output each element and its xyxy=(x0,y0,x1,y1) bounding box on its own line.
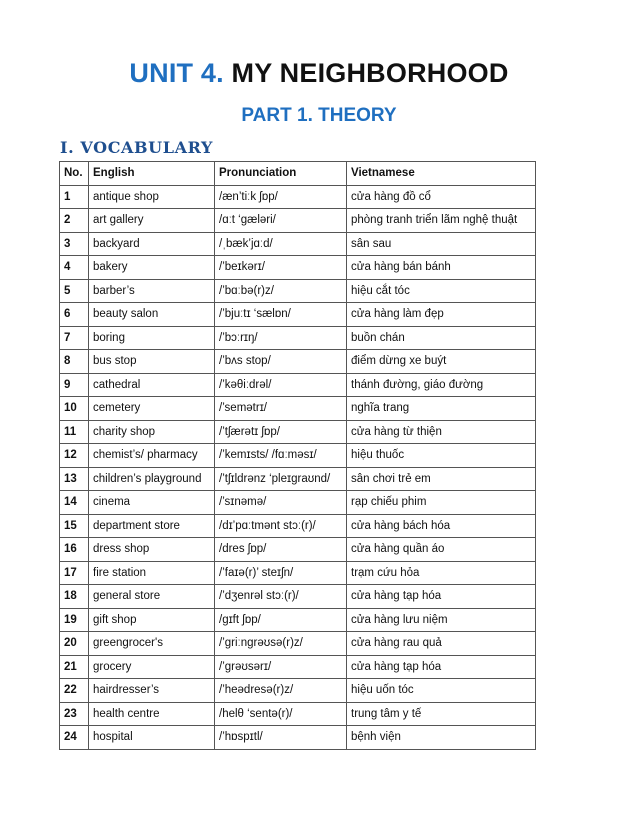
table-row xyxy=(60,679,536,703)
vietnamese-meaning: buồn chán xyxy=(347,326,536,350)
english-word: grocery xyxy=(89,655,215,679)
pronunciation: /’kemɪsts/ /fɑːməsɪ/ xyxy=(215,444,347,468)
english-word: art gallery xyxy=(89,209,215,233)
row-number: 19 xyxy=(60,608,89,632)
row-number: 18 xyxy=(60,585,89,609)
header-english: English xyxy=(89,162,215,186)
english-word: cemetery xyxy=(89,397,215,421)
english-word: cinema xyxy=(89,491,215,515)
english-word: hairdresser’s xyxy=(89,679,215,703)
english-word: backyard xyxy=(89,232,215,256)
pronunciation: /’sɪnəmə/ xyxy=(215,491,347,515)
table-row xyxy=(60,326,536,350)
pronunciation: /dɪ’pɑːtmənt stɔː(r)/ xyxy=(215,514,347,538)
vietnamese-meaning: cửa hàng đồ cổ xyxy=(347,185,536,209)
table-row xyxy=(60,373,536,397)
pronunciation: /’bɑːbə(r)z/ xyxy=(215,279,347,303)
row-number: 20 xyxy=(60,632,89,656)
row-number: 10 xyxy=(60,397,89,421)
row-number: 4 xyxy=(60,256,89,280)
table-row xyxy=(60,585,536,609)
table-row xyxy=(60,444,536,468)
english-word: hospital xyxy=(89,726,215,750)
table-row xyxy=(60,702,536,726)
english-word: health centre xyxy=(89,702,215,726)
vietnamese-meaning: hiệu uốn tóc xyxy=(347,679,536,703)
english-word: cathedral xyxy=(89,373,215,397)
pronunciation: /’bɔːrɪŋ/ xyxy=(215,326,347,350)
vietnamese-meaning: rạp chiếu phim xyxy=(347,491,536,515)
part-title: PART 1. THEORY xyxy=(241,105,397,126)
vietnamese-meaning: bệnh viện xyxy=(347,726,536,750)
row-number: 14 xyxy=(60,491,89,515)
row-number: 6 xyxy=(60,303,89,327)
vietnamese-meaning: cửa hàng quần áo xyxy=(347,538,536,562)
row-number: 2 xyxy=(60,209,89,233)
row-number: 9 xyxy=(60,373,89,397)
vietnamese-meaning: phòng tranh triển lãm nghệ thuật xyxy=(347,209,536,233)
pronunciation: /æn’tiːk ʃɒp/ xyxy=(215,185,347,209)
table-row xyxy=(60,514,536,538)
section-title: I. VOCABULARY xyxy=(60,138,214,157)
vietnamese-meaning: trạm cứu hỏa xyxy=(347,561,536,585)
english-word: bakery xyxy=(89,256,215,280)
table-row xyxy=(60,632,536,656)
vietnamese-meaning: điểm dừng xe buýt xyxy=(347,350,536,374)
vietnamese-meaning: cửa hàng tạp hóa xyxy=(347,585,536,609)
header-no: No. xyxy=(60,162,89,186)
english-word: fire station xyxy=(89,561,215,585)
english-word: department store xyxy=(89,514,215,538)
vietnamese-meaning: sân sau xyxy=(347,232,536,256)
vietnamese-meaning: cửa hàng bán bánh xyxy=(347,256,536,280)
row-number: 7 xyxy=(60,326,89,350)
pronunciation: /’dʒenrəl stɔː(r)/ xyxy=(215,585,347,609)
pronunciation: /’tʃɪldrənz ‘pleɪgraʊnd/ xyxy=(215,467,347,491)
vietnamese-meaning: trung tâm y tế xyxy=(347,702,536,726)
table-row xyxy=(60,209,536,233)
vietnamese-meaning: cửa hàng từ thiện xyxy=(347,420,536,444)
english-word: chemist’s/ pharmacy xyxy=(89,444,215,468)
table-row xyxy=(60,608,536,632)
row-number: 17 xyxy=(60,561,89,585)
pronunciation: /’beɪkərɪ/ xyxy=(215,256,347,280)
english-word: antique shop xyxy=(89,185,215,209)
table-row xyxy=(60,726,536,750)
table-row xyxy=(60,397,536,421)
row-number: 22 xyxy=(60,679,89,703)
table-row xyxy=(60,185,536,209)
vietnamese-meaning: nghĩa trang xyxy=(347,397,536,421)
row-number: 23 xyxy=(60,702,89,726)
pronunciation: /’kəθiːdrəl/ xyxy=(215,373,347,397)
row-number: 15 xyxy=(60,514,89,538)
vietnamese-meaning: cửa hàng lưu niệm xyxy=(347,608,536,632)
vietnamese-meaning: hiệu thuốc xyxy=(347,444,536,468)
table-row xyxy=(60,655,536,679)
pronunciation: /’griːngrəʊsə(r)z/ xyxy=(215,632,347,656)
pronunciation: /’grəʊsərɪ/ xyxy=(215,655,347,679)
english-word: children’s playground xyxy=(89,467,215,491)
english-word: general store xyxy=(89,585,215,609)
vietnamese-meaning: cửa hàng rau quả xyxy=(347,632,536,656)
pronunciation: /’bʌs stop/ xyxy=(215,350,347,374)
vietnamese-meaning: cửa hàng tạp hóa xyxy=(347,655,536,679)
row-number: 24 xyxy=(60,726,89,750)
pronunciation: /’faɪə(r)’ steɪʃn/ xyxy=(215,561,347,585)
row-number: 11 xyxy=(60,420,89,444)
english-word: dress shop xyxy=(89,538,215,562)
row-number: 5 xyxy=(60,279,89,303)
pronunciation: /ɑːt ‘gæləri/ xyxy=(215,209,347,233)
pronunciation: /’bjuːtɪ ‘sælɒn/ xyxy=(215,303,347,327)
unit-title xyxy=(0,58,638,89)
header-vietnamese: Vietnamese xyxy=(347,162,536,186)
row-number: 13 xyxy=(60,467,89,491)
english-word: beauty salon xyxy=(89,303,215,327)
pronunciation: /’hɒspɪtl/ xyxy=(215,726,347,750)
vietnamese-meaning: sân chơi trẻ em xyxy=(347,467,536,491)
table-row xyxy=(60,232,536,256)
english-word: gift shop xyxy=(89,608,215,632)
table-row xyxy=(60,279,536,303)
pronunciation: /’semətrɪ/ xyxy=(215,397,347,421)
header-pronunciation: Pronunciation xyxy=(215,162,347,186)
english-word: boring xyxy=(89,326,215,350)
table-row xyxy=(60,467,536,491)
table-row xyxy=(60,538,536,562)
table-body xyxy=(60,185,536,749)
vocabulary-table xyxy=(59,161,536,750)
pronunciation: /’tʃærətɪ ʃɒp/ xyxy=(215,420,347,444)
row-number: 1 xyxy=(60,185,89,209)
unit-number: UNIT 4. xyxy=(129,58,224,88)
pronunciation: /ˌbæk’jɑːd/ xyxy=(215,232,347,256)
english-word: charity shop xyxy=(89,420,215,444)
vietnamese-meaning: cửa hàng làm đẹp xyxy=(347,303,536,327)
table-row xyxy=(60,350,536,374)
row-number: 16 xyxy=(60,538,89,562)
table-row xyxy=(60,256,536,280)
row-number: 21 xyxy=(60,655,89,679)
pronunciation: /gɪft ʃɒp/ xyxy=(215,608,347,632)
vietnamese-meaning: cửa hàng bách hóa xyxy=(347,514,536,538)
unit-name: MY NEIGHBORHOOD xyxy=(231,58,509,88)
row-number: 8 xyxy=(60,350,89,374)
english-word: greengrocer's xyxy=(89,632,215,656)
vietnamese-meaning: hiệu cắt tóc xyxy=(347,279,536,303)
table-header-row xyxy=(60,162,536,186)
english-word: barber’s xyxy=(89,279,215,303)
pronunciation: /helθ ‘sentə(r)/ xyxy=(215,702,347,726)
row-number: 3 xyxy=(60,232,89,256)
english-word: bus stop xyxy=(89,350,215,374)
row-number: 12 xyxy=(60,444,89,468)
pronunciation: /dres ʃɒp/ xyxy=(215,538,347,562)
table-row xyxy=(60,561,536,585)
table-row xyxy=(60,420,536,444)
pronunciation: /’heədresə(r)z/ xyxy=(215,679,347,703)
table-row xyxy=(60,491,536,515)
table-row xyxy=(60,303,536,327)
vietnamese-meaning: thánh đường, giáo đường xyxy=(347,373,536,397)
